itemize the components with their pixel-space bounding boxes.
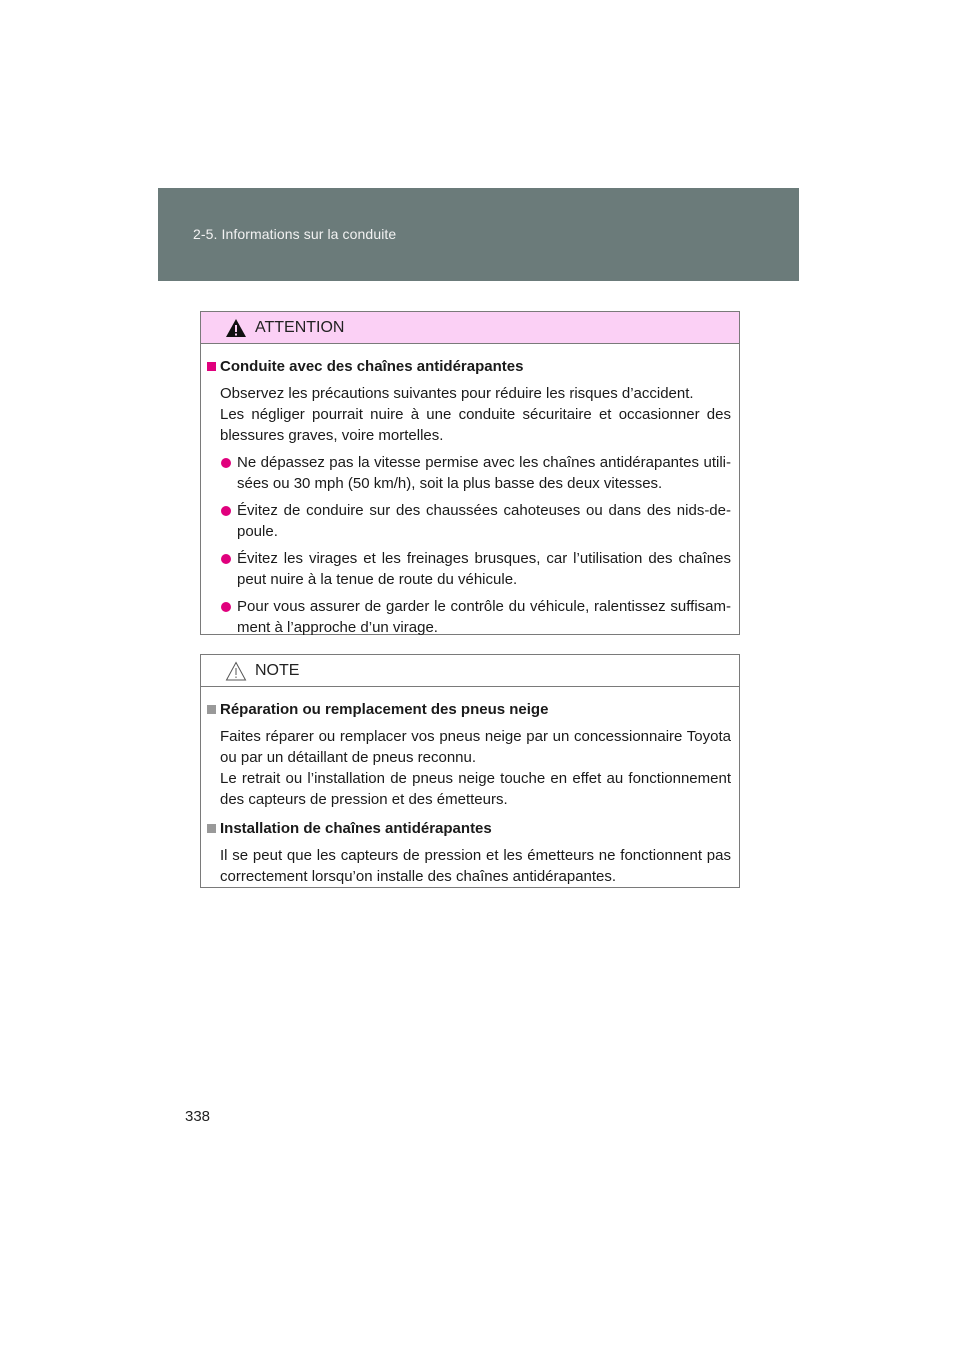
caution-triangle-icon — [225, 661, 247, 681]
note-header — [201, 655, 739, 687]
list-item: Évitez de conduire sur des chaussées cahoteuses ou dans des nids-de-poule. — [220, 500, 731, 542]
warning-paragraph: Les négliger pourrait nuire à une conduite sécuritaire et occasionner des blessures graves, voire mortelles. — [220, 406, 731, 444]
warning-triangle-icon — [225, 318, 247, 338]
list-item: Pour vous assurer de garder le contrôle du véhicule, ralentissez suffisam-ment à l’approche d’un virage. — [220, 596, 731, 638]
note-section-title: Réparation ou remplacement des pneus neige — [207, 699, 731, 720]
warning-section-title: Conduite avec des chaînes antidérapantes — [207, 356, 731, 377]
note-paragraph: Le retrait ou l’installation de pneus neige touche en effet au fonctionnement des capteurs de pression et des émetteurs. — [220, 770, 731, 808]
section-title: 2-5. Informations sur la conduite — [193, 226, 397, 242]
warning-paragraph: Observez les précautions suivantes pour réduire les risques d’accident. — [220, 385, 694, 402]
square-bullet-icon — [207, 824, 216, 833]
note-section-title: Installation de chaînes antidérapantes — [207, 818, 731, 839]
note-box — [200, 654, 740, 888]
list-item: Évitez les virages et les freinages brusques, car l’utilisation des chaînes peut nuire à la tenue de route du véhicule. — [220, 548, 731, 590]
list-item: Ne dépassez pas la vitesse permise avec les chaînes antidérapantes utili-sées ou 30 mph (50 km/h), soit la plus basse des deux vitesses. — [220, 452, 731, 494]
warning-label: ATTENTION — [255, 318, 345, 336]
square-bullet-icon — [207, 705, 216, 714]
note-label: NOTE — [255, 661, 300, 679]
round-bullet-icon — [221, 506, 231, 516]
round-bullet-icon — [221, 602, 231, 612]
note-paragraph: Il se peut que les capteurs de pression et les émetteurs ne fonctionnent pas correctement lorsqu’on installe des chaînes antidérapantes. — [220, 847, 731, 885]
round-bullet-icon — [221, 554, 231, 564]
round-bullet-icon — [221, 458, 231, 468]
warning-box — [200, 311, 740, 635]
warning-header — [201, 312, 739, 344]
square-bullet-icon — [207, 362, 216, 371]
note-paragraph: Faites réparer ou remplacer vos pneus neige par un concessionnaire Toyota ou par un détaillant de pneus reconnu. — [220, 728, 731, 766]
page-number: 338 — [185, 1108, 211, 1125]
header-band — [158, 188, 799, 281]
